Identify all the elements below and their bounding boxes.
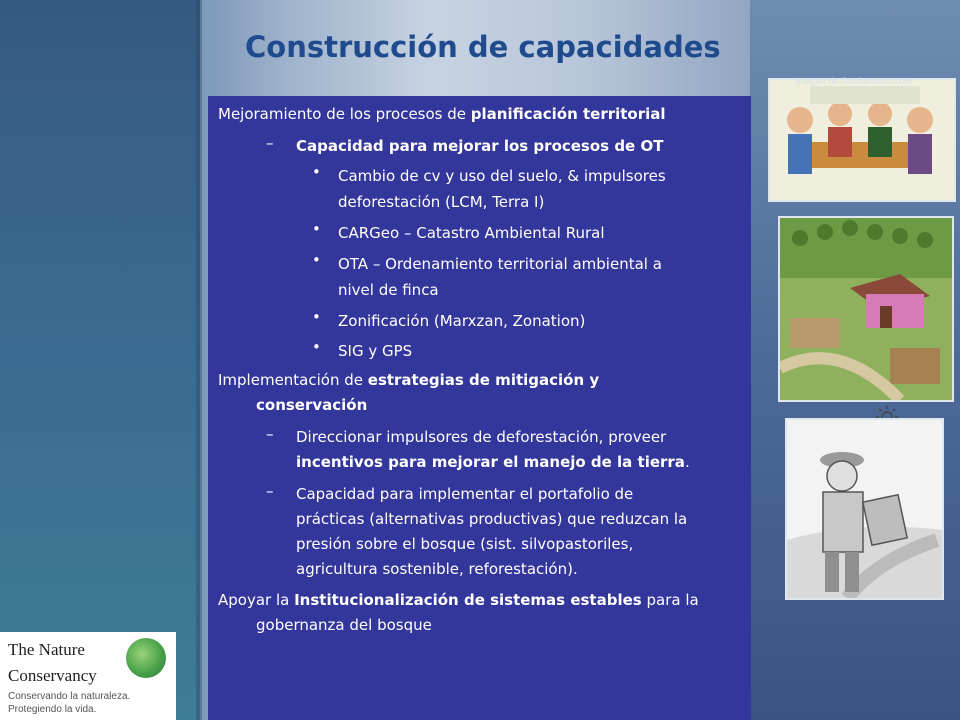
bullet-3-line1: OTA – Ordenamiento territorial ambiental a [338, 255, 662, 273]
logo-slogan-line2: Protegiendo la vida. [8, 704, 97, 715]
bullet-icon: • [312, 308, 321, 326]
p2-sub1-line2 [296, 450, 746, 475]
illustration-farm [778, 216, 954, 402]
p3-line2: gobernanza del bosque [256, 616, 432, 634]
dash-icon: – [266, 134, 274, 152]
bullet-1-line2: deforestación (LCM, Terra I) [338, 193, 545, 211]
farmer-drawing [787, 420, 942, 598]
p2-sub2-line3: presión sobre el bosque (sist. silvopastoriles, [296, 535, 634, 553]
p1-sub1-text: Capacidad para mejorar los procesos de OT [296, 137, 664, 155]
p2-bold: estrategias de mitigación y [367, 371, 600, 389]
bullet-5: SIG y GPS [338, 342, 413, 360]
p2-line1 [218, 368, 738, 393]
img1-caption: Imagen de Geofumadas.com [796, 76, 913, 86]
p3-text: Apoyar la [218, 591, 295, 609]
p2-sub1-line1: Direccionar impulsores de deforestación, proveer [296, 428, 667, 446]
p2-text: Implementación de [218, 371, 368, 389]
bullet-icon: • [312, 163, 321, 181]
illustration-farmer [785, 418, 944, 600]
logo-line1: The Nature [8, 640, 85, 659]
p1-sub1 [296, 134, 746, 159]
p3-line1 [218, 588, 738, 613]
p3-mid: para la [641, 591, 699, 609]
p1-line [218, 102, 738, 127]
bullet-icon: • [312, 251, 321, 269]
bullet-2: CARGeo – Catastro Ambiental Rural [338, 224, 605, 242]
farm-drawing [780, 218, 952, 400]
slide-title: Construcción de capacidades [245, 30, 721, 64]
bullet-3-line2: nivel de finca [338, 281, 439, 299]
p2-sub1-bold: incentivos para mejorar el manejo de la tierra [296, 453, 685, 471]
p2-sub2-line4: agricultura sostenible, reforestación). [296, 560, 578, 578]
bullet-4: Zonificación (Marxzan, Zonation) [338, 312, 586, 330]
globe-icon [126, 638, 166, 678]
bullet-1-line1: Cambio de cv y uso del suelo, & impulsores [338, 167, 666, 185]
left-decorative-band [0, 0, 200, 720]
p2-line2 [256, 393, 776, 418]
p2-sub1-end: . [684, 453, 690, 471]
p3-bold: Institucionalización de sistemas estables [294, 591, 642, 609]
bullet-icon: • [312, 220, 321, 238]
dash-icon: – [266, 425, 274, 443]
p2-bold2: conservación [256, 396, 368, 414]
bullet-icon: • [312, 338, 321, 356]
content-panel [208, 96, 751, 720]
nature-conservancy-logo [0, 632, 176, 720]
p1-text: Mejoramiento de los procesos de [218, 105, 471, 123]
left-band-edge [196, 0, 202, 720]
p2-sub2-line2: prácticas (alternativas productivas) que reduzcan la [296, 510, 688, 528]
meeting-drawing [770, 80, 954, 200]
p2-sub2-line1: Capacidad para implementar el portafolio de [296, 485, 634, 503]
logo-line2: Conservancy [8, 666, 97, 685]
illustration-meeting [768, 78, 956, 202]
dash-icon: – [266, 482, 274, 500]
p1-bold: planificación territorial [470, 105, 666, 123]
logo-slogan-line1: Conservando la naturaleza. [8, 691, 131, 702]
